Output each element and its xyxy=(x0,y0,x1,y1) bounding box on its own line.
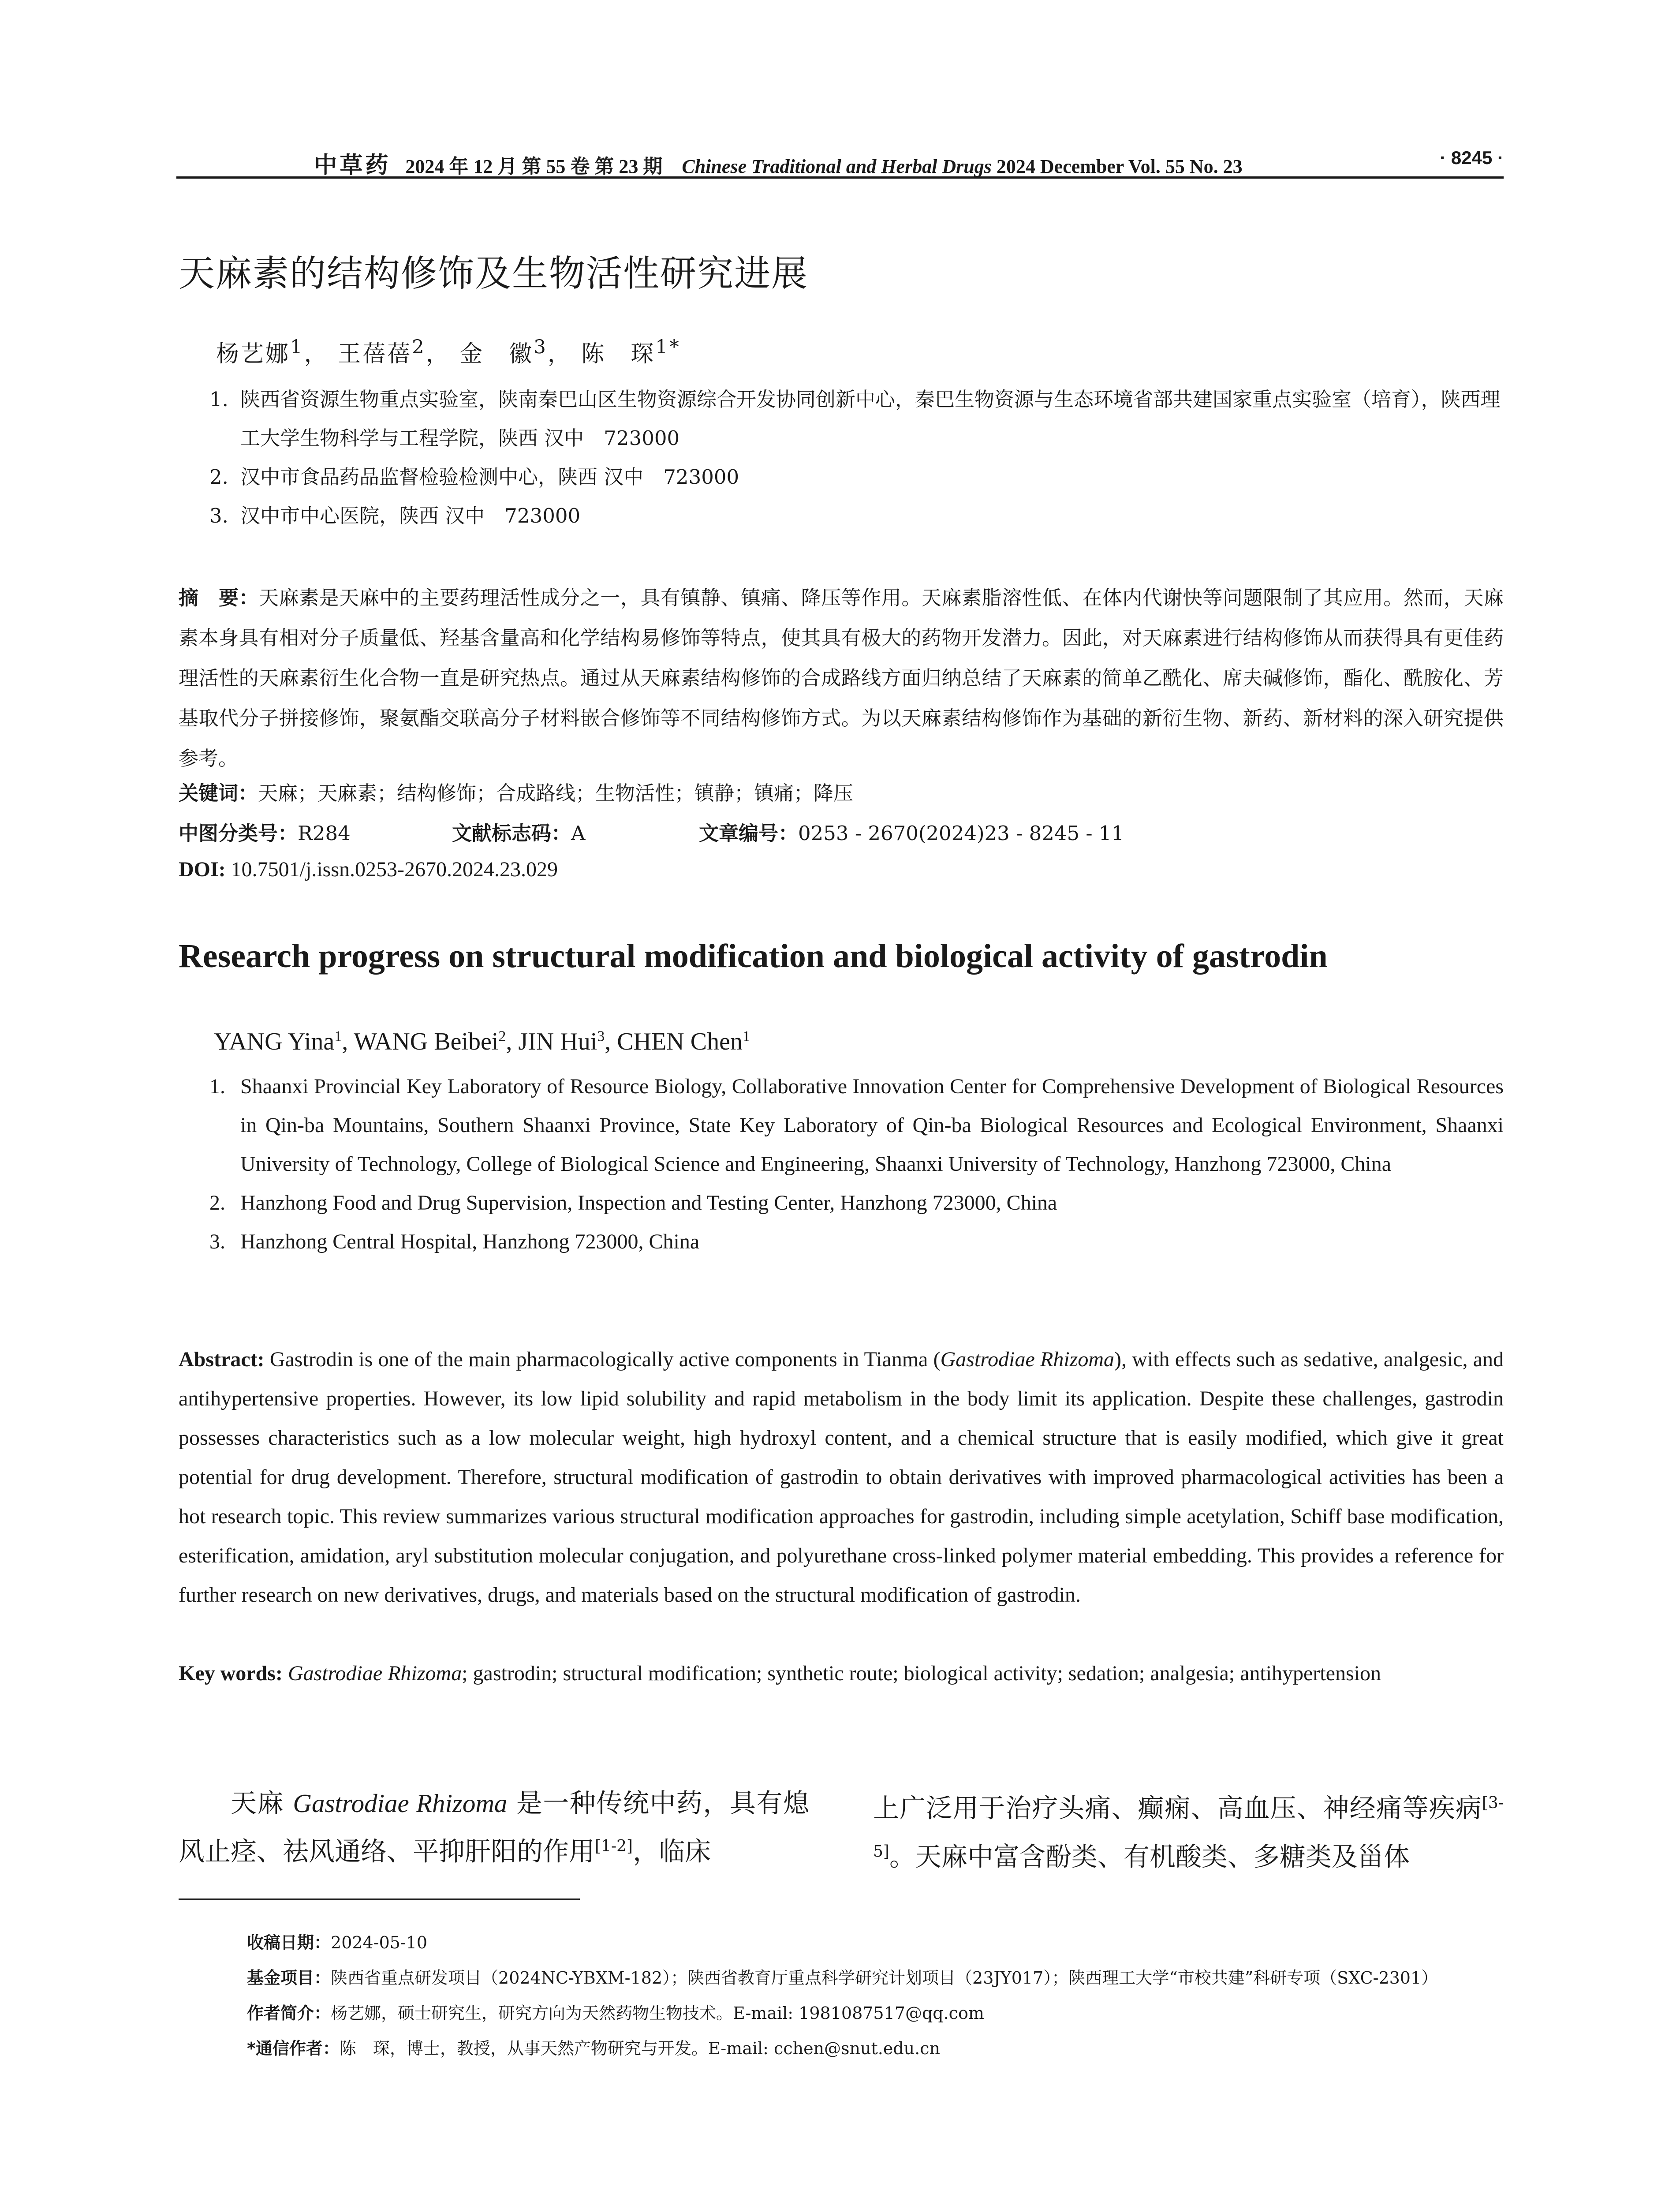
keywords-en: Key words: Gastrodiae Rhizoma; gastrodin; structural modification; synthetic route; biological activity; sedation; analgesia; antihypertension xyxy=(179,1662,1381,1685)
doi-link[interactable]: 10.7501/j.issn.0253-2670.2024.23.029 xyxy=(231,858,558,881)
affiliation-cn: 3. 汉中市中心医院，陕西 汉中 723000 xyxy=(209,504,581,527)
body-text-right: 上广泛用于治疗头痛、癫痫、高血压、神经痛等疾病[3-5]。天麻中富含酚类、有机酸类、多糖类及甾体 xyxy=(873,1793,1504,1872)
footnote-funding: 基金项目： 陕西省重点研发项目（2024NC-YBXM-182）；陕西省教育厅重点科学研究计划项目（23JY017）；陕西理工大学“市校共建”科研专项（SXC-2301） xyxy=(247,1968,1438,1988)
authors-cn: 杨艺娜$^1$， 王蓓蓓$^2$， 金 徽$^3$， 陈 琛$^{1*}$ xyxy=(216,336,681,367)
citation[interactable]: [3-5] xyxy=(873,1794,1504,1861)
affiliation-en: 2. Hanzhong Food and Drug Supervision, Inspection and Testing Center, Hanzhong 723000, China xyxy=(209,1191,1057,1215)
footnote-author-bio: 作者简介： 杨艺娜，硕士研究生，研究方向为天然药物生物技术。E-mail: 1981087517@qq.com xyxy=(247,2003,984,2023)
abstract-cn-label: 摘 要： xyxy=(179,586,259,609)
journal-name-cn: 中草药 xyxy=(314,152,391,179)
author-en: CHEN Chen$^1$ xyxy=(617,1028,750,1055)
abstract-cn-text: 天麻素是天麻中的主要药理活性成分之一，具有镇静、镇痛、降压等作用。天麻素脂溶性低、在体内代谢快等问题限制了其应用。然而，天麻素本身具有相对分子质量低、羟基含量高和化学结构易修饰等特点，使其具有极大的药物开发潜力。因此，对天麻素进行结构修饰从而获得具有更佳药理活性的天麻素衍生化合物一直是研究热点。通过从天麻素结构修饰的合成路线方面归纳总结了天麻素的简单乙酰化、席夫碱修饰，酯化、酰胺化、芳基取代分子拼接修饰，聚氨酯交联高分子材料嵌合修饰等不同结构修饰方式。为以天麻素结构修饰作为基础的新衍生物、新药、新材料的深入研究提供参考。 xyxy=(179,586,1504,770)
journal-name-en: Chinese Traditional and Herbal Drugs xyxy=(682,156,992,177)
footnote-rule xyxy=(179,1899,580,1900)
abstract-en: Abstract: Gastrodin is one of the main pharmacologically active components in Tianma (Gastrodiae Rhizoma), with effects such as sedative, analgesic, and antihypertensive properties. However, its low lipid solubility and rapid metabolism in the body limit its application. Despite these challenges, gastrodin possesses characteristics such as a low molecular weight, high hydroxyl content, and a chemical structure that is easily modified, which give it great potential for drug development. Therefore, structural modification of gastrodin to obtain derivatives with improved pharmacological activities has been a hot research topic. This review summarizes various structural modification approaches for gastrodin, including simple acetylation, Schiff base modification, esterification, amidation, aryl substitution molecular conjugation, and polyurethane cross-linked polymer material embedding. This provides a reference for further research on new derivatives, drugs, and materials based on the structural modification of gastrodin. xyxy=(179,1348,1504,1607)
affiliations-en xyxy=(209,1067,1504,1261)
citation[interactable]: [1-2] xyxy=(595,1837,633,1855)
affiliation-cn: 2. 汉中市食品药品监督检验检测中心，陕西 汉中 723000 xyxy=(209,465,739,489)
page-number: · 8245 · xyxy=(1440,147,1504,168)
author-en: JIN Hui$^3$ xyxy=(518,1028,605,1055)
keywords-cn: 关键词：天麻；天麻素；结构修饰；合成路线；生物活性；镇静；镇痛；降压 xyxy=(179,781,854,805)
article-number: 文章编号：0253 - 2670(2024)23 - 8245 - 11 xyxy=(699,822,1124,845)
doi: DOI: 10.7501/j.issn.0253-2670.2024.23.029 xyxy=(179,858,558,881)
clc-number: 中图分类号：R284 xyxy=(179,822,351,845)
abstract-en-label: Abstract: xyxy=(179,1348,265,1371)
authors-en: YANG Yina$^1$, WANG Beibei$^2$, JIN Hui$^3$, CHEN Chen$^1$ xyxy=(214,1028,750,1055)
affiliation-en: 3. Hanzhong Central Hospital, Hanzhong 723000, China xyxy=(209,1230,700,1253)
header-rule xyxy=(176,176,1504,179)
author-en: YANG Yina$^1$ xyxy=(214,1028,342,1055)
body-text-left: 天麻 Gastrodiae Rhizoma 是一种传统中药，具有熄风止痉、祛风通络、平抑肝阳的作用[1-2]，临床 xyxy=(179,1788,809,1867)
classification-line xyxy=(179,817,1504,846)
running-header xyxy=(176,142,1504,177)
author-cn: 王蓓蓓$^2$ xyxy=(338,336,426,367)
title-cn: 天麻素的结构修饰及生物活性研究进展 xyxy=(179,253,809,295)
footnote-corresponding-author: *通信作者： 陈 琛，博士，教授，从事天然产物研究与开发。E-mail: cchen@snut.edu.cn xyxy=(247,2039,940,2058)
footnotes xyxy=(247,1925,1504,2066)
title-en: Research progress on structural modification and biological activity of gastrodin xyxy=(179,938,1328,975)
affiliations-cn xyxy=(209,380,1501,535)
document-code: 文献标志码：A xyxy=(452,822,586,845)
author-cn: 金 徽$^3$ xyxy=(459,336,548,367)
affiliation-cn: 1. 陕西省资源生物重点实验室，陕南秦巴山区生物资源综合开发协同创新中心，秦巴生物资源与生态环境省部共建国家重点实验室（培育），陕西理工大学生物科学与工程学院，陕西 汉中 723000 xyxy=(209,388,1501,450)
affiliation-en: 1. Shaanxi Provincial Key Laboratory of Resource Biology, Collaborative Innovation Center for Comprehensive Development of Biological Resources in Qin-ba Mountains, Southern Shaanxi Province, State Key Laboratory of Qin-ba Biological Resources and Ecological Environment, Shaanxi University of Technology, College of Biological Science and Engineering, Shaanxi University of Technology, Hanzhong 723000, China xyxy=(209,1075,1504,1176)
author-cn: 陈 琛$^{1*}$ xyxy=(581,336,681,367)
author-en: WANG Beibei$^2$ xyxy=(354,1028,506,1055)
footnote-received: 收稿日期： 2024-05-10 xyxy=(247,1933,428,1952)
issue-cn: 2024 年 12 月 第 55 卷 第 23 期 xyxy=(405,156,663,177)
author-cn: 杨艺娜$^1$ xyxy=(216,336,304,367)
abstract-cn xyxy=(179,578,1504,778)
journal-info xyxy=(176,146,1380,179)
issue-en: 2024 December Vol. 55 No. 23 xyxy=(996,156,1243,177)
